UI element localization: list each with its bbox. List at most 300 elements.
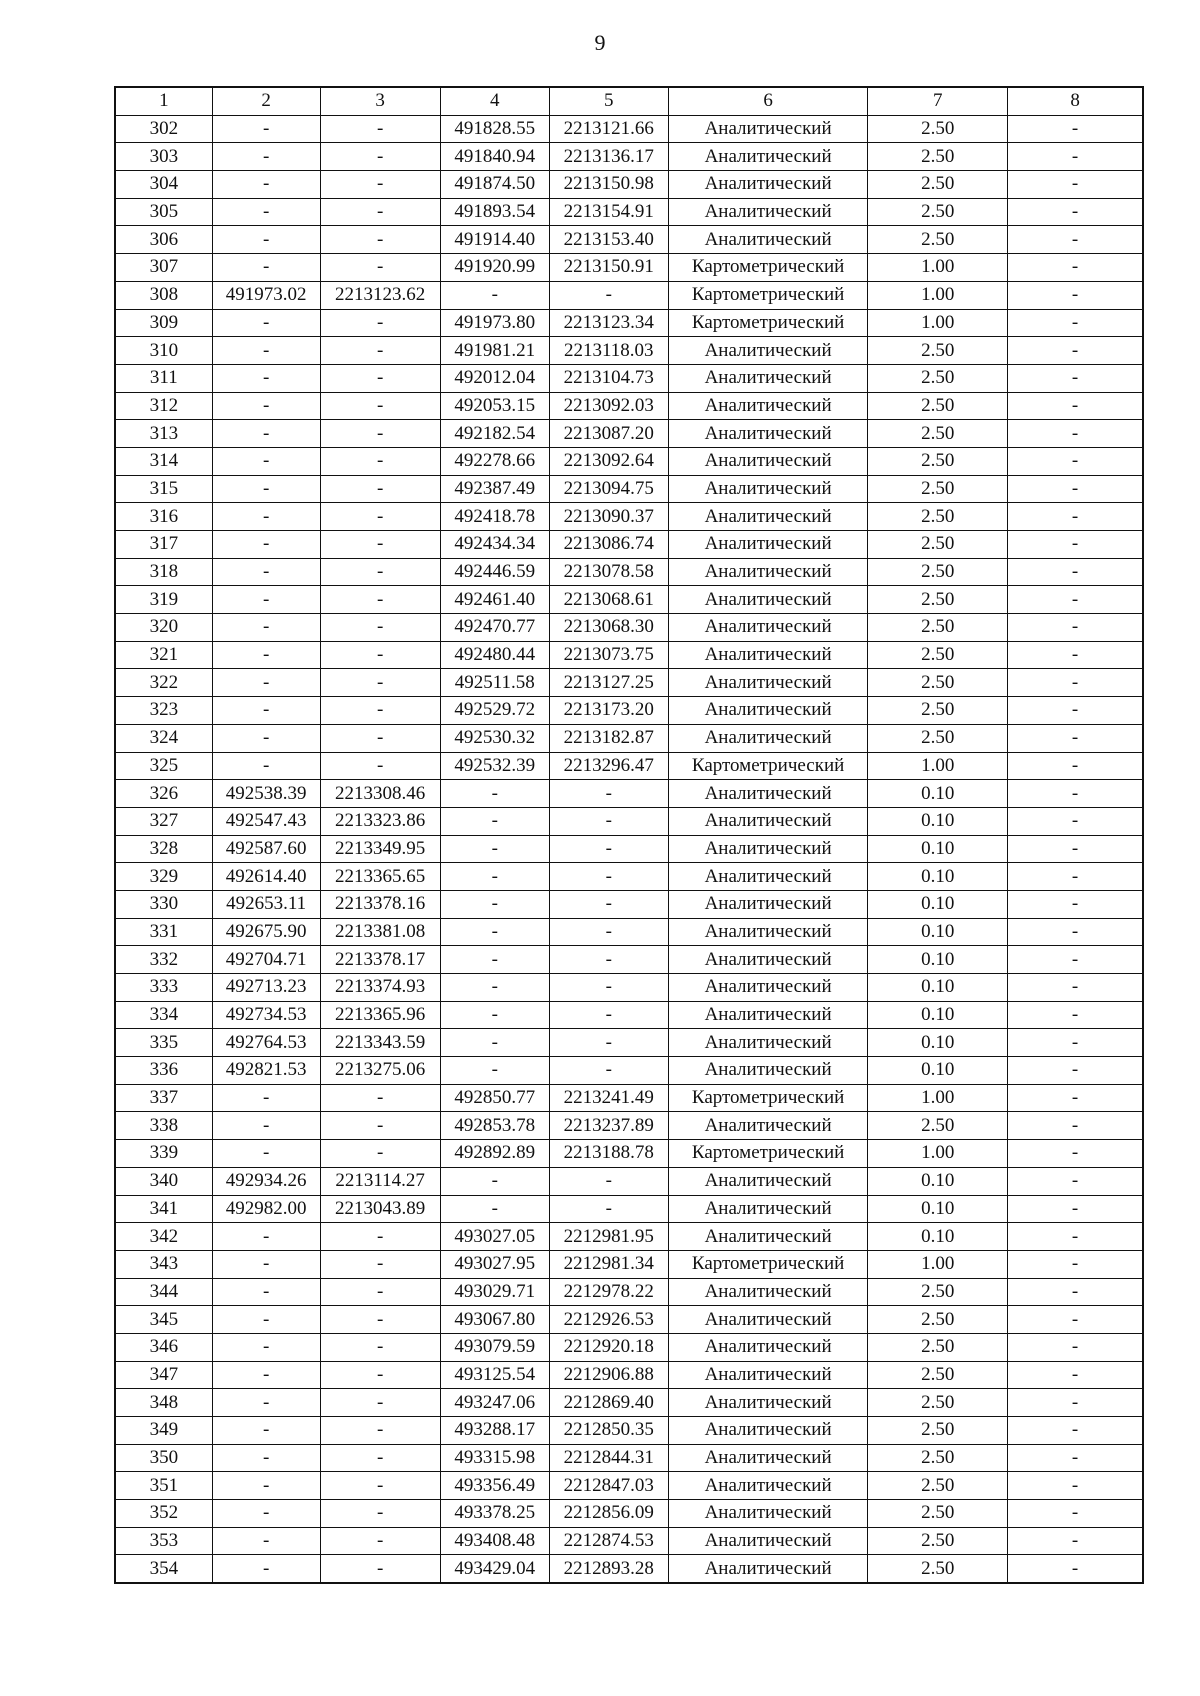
cell-y-coordinate: - (320, 392, 440, 420)
cell-description: - (1008, 697, 1143, 725)
cell-accuracy: 1.00 (868, 752, 1008, 780)
cell-x-coordinate: - (212, 115, 320, 143)
cell-x-coordinate: - (212, 143, 320, 171)
cell-new-y-coordinate: 2212869.40 (549, 1389, 668, 1417)
cell-x-coordinate: - (212, 1555, 320, 1583)
table-header-row (115, 87, 1143, 115)
cell-point-number: 337 (115, 1084, 212, 1112)
table-row (115, 447, 1143, 475)
cell-method: Аналитический (668, 1389, 868, 1417)
cell-point-number: 319 (115, 586, 212, 614)
table-row (115, 1029, 1143, 1057)
cell-new-y-coordinate: - (549, 1057, 668, 1085)
cell-x-coordinate: - (212, 364, 320, 392)
cell-y-coordinate: - (320, 171, 440, 199)
cell-accuracy: 2.50 (868, 724, 1008, 752)
cell-method: Аналитический (668, 1278, 868, 1306)
cell-new-y-coordinate: 2213092.03 (549, 392, 668, 420)
cell-new-y-coordinate: 2213127.25 (549, 669, 668, 697)
cell-description: - (1008, 974, 1143, 1002)
cell-point-number: 352 (115, 1500, 212, 1528)
cell-accuracy: 1.00 (868, 1250, 1008, 1278)
cell-y-coordinate: 2213323.86 (320, 807, 440, 835)
cell-new-x-coordinate: 492012.04 (440, 364, 549, 392)
cell-point-number: 302 (115, 115, 212, 143)
cell-description: - (1008, 1500, 1143, 1528)
cell-y-coordinate: - (320, 309, 440, 337)
cell-y-coordinate: - (320, 614, 440, 642)
cell-method: Картометрический (668, 752, 868, 780)
cell-accuracy: 2.50 (868, 531, 1008, 559)
cell-accuracy: 1.00 (868, 254, 1008, 282)
cell-description: - (1008, 724, 1143, 752)
cell-x-coordinate: - (212, 447, 320, 475)
cell-accuracy: 2.50 (868, 641, 1008, 669)
cell-new-x-coordinate: 492511.58 (440, 669, 549, 697)
cell-new-x-coordinate: 491828.55 (440, 115, 549, 143)
cell-x-coordinate: - (212, 475, 320, 503)
table-row (115, 1001, 1143, 1029)
table-row (115, 198, 1143, 226)
column-header-6: 6 (668, 87, 868, 115)
cell-new-y-coordinate: 2213094.75 (549, 475, 668, 503)
cell-method: Аналитический (668, 226, 868, 254)
table-row (115, 1195, 1143, 1223)
cell-method: Аналитический (668, 1500, 868, 1528)
cell-point-number: 333 (115, 974, 212, 1002)
cell-new-x-coordinate: 493378.25 (440, 1500, 549, 1528)
cell-y-coordinate: 2213378.16 (320, 890, 440, 918)
cell-description: - (1008, 1306, 1143, 1334)
cell-x-coordinate: - (212, 1306, 320, 1334)
table-row (115, 614, 1143, 642)
cell-accuracy: 2.50 (868, 697, 1008, 725)
cell-y-coordinate: 2213381.08 (320, 918, 440, 946)
cell-x-coordinate: 492653.11 (212, 890, 320, 918)
cell-x-coordinate: - (212, 724, 320, 752)
cell-description: - (1008, 586, 1143, 614)
cell-description: - (1008, 1112, 1143, 1140)
cell-point-number: 326 (115, 780, 212, 808)
cell-new-x-coordinate: - (440, 1167, 549, 1195)
cell-x-coordinate: - (212, 697, 320, 725)
column-header-4: 4 (440, 87, 549, 115)
cell-point-number: 325 (115, 752, 212, 780)
cell-x-coordinate: 492538.39 (212, 780, 320, 808)
cell-method: Аналитический (668, 420, 868, 448)
cell-accuracy: 2.50 (868, 1306, 1008, 1334)
cell-x-coordinate: 492821.53 (212, 1057, 320, 1085)
cell-x-coordinate: - (212, 586, 320, 614)
cell-accuracy: 0.10 (868, 1057, 1008, 1085)
cell-method: Аналитический (668, 724, 868, 752)
cell-method: Картометрический (668, 1250, 868, 1278)
cell-y-coordinate: - (320, 558, 440, 586)
table-row (115, 1555, 1143, 1583)
cell-method: Аналитический (668, 641, 868, 669)
cell-description: - (1008, 1472, 1143, 1500)
table-row (115, 364, 1143, 392)
cell-accuracy: 1.00 (868, 1140, 1008, 1168)
cell-description: - (1008, 1140, 1143, 1168)
cell-point-number: 331 (115, 918, 212, 946)
cell-point-number: 344 (115, 1278, 212, 1306)
cell-description: - (1008, 558, 1143, 586)
cell-point-number: 338 (115, 1112, 212, 1140)
cell-new-y-coordinate: 2213241.49 (549, 1084, 668, 1112)
cell-new-x-coordinate: 492892.89 (440, 1140, 549, 1168)
cell-description: - (1008, 254, 1143, 282)
cell-new-y-coordinate: 2213150.91 (549, 254, 668, 282)
cell-y-coordinate: - (320, 475, 440, 503)
cell-y-coordinate: 2213349.95 (320, 835, 440, 863)
cell-new-y-coordinate: 2213296.47 (549, 752, 668, 780)
cell-new-x-coordinate: 493247.06 (440, 1389, 549, 1417)
cell-description: - (1008, 420, 1143, 448)
cell-new-y-coordinate: - (549, 1167, 668, 1195)
cell-point-number: 303 (115, 143, 212, 171)
cell-method: Аналитический (668, 171, 868, 199)
table-row (115, 337, 1143, 365)
cell-new-y-coordinate: 2212856.09 (549, 1500, 668, 1528)
cell-accuracy: 2.50 (868, 447, 1008, 475)
cell-x-coordinate: - (212, 226, 320, 254)
cell-new-x-coordinate: - (440, 890, 549, 918)
cell-accuracy: 2.50 (868, 392, 1008, 420)
cell-new-y-coordinate: - (549, 1001, 668, 1029)
cell-description: - (1008, 1029, 1143, 1057)
cell-x-coordinate: - (212, 1223, 320, 1251)
cell-x-coordinate: - (212, 1084, 320, 1112)
cell-y-coordinate: - (320, 1112, 440, 1140)
cell-accuracy: 1.00 (868, 309, 1008, 337)
cell-x-coordinate: - (212, 171, 320, 199)
cell-accuracy: 2.50 (868, 503, 1008, 531)
cell-accuracy: 0.10 (868, 1001, 1008, 1029)
cell-method: Аналитический (668, 1555, 868, 1583)
table-row (115, 392, 1143, 420)
cell-x-coordinate: 492764.53 (212, 1029, 320, 1057)
cell-point-number: 317 (115, 531, 212, 559)
cell-point-number: 318 (115, 558, 212, 586)
table-row (115, 503, 1143, 531)
cell-new-x-coordinate: 492461.40 (440, 586, 549, 614)
cell-method: Аналитический (668, 447, 868, 475)
cell-y-coordinate: - (320, 669, 440, 697)
cell-x-coordinate: - (212, 337, 320, 365)
cell-y-coordinate: - (320, 752, 440, 780)
cell-y-coordinate: - (320, 1361, 440, 1389)
cell-x-coordinate: - (212, 1361, 320, 1389)
cell-point-number: 307 (115, 254, 212, 282)
cell-description: - (1008, 143, 1143, 171)
table-row (115, 115, 1143, 143)
table-row (115, 780, 1143, 808)
cell-method: Аналитический (668, 1333, 868, 1361)
cell-y-coordinate: - (320, 226, 440, 254)
cell-x-coordinate: - (212, 1472, 320, 1500)
cell-new-y-coordinate: 2212981.34 (549, 1250, 668, 1278)
table-row (115, 558, 1143, 586)
cell-description: - (1008, 835, 1143, 863)
table-row (115, 1527, 1143, 1555)
cell-accuracy: 2.50 (868, 1500, 1008, 1528)
cell-point-number: 335 (115, 1029, 212, 1057)
cell-x-coordinate: - (212, 503, 320, 531)
cell-point-number: 306 (115, 226, 212, 254)
cell-method: Картометрический (668, 1140, 868, 1168)
cell-x-coordinate: - (212, 669, 320, 697)
cell-y-coordinate: - (320, 503, 440, 531)
cell-new-y-coordinate: - (549, 863, 668, 891)
cell-new-y-coordinate: 2213188.78 (549, 1140, 668, 1168)
cell-new-x-coordinate: 491874.50 (440, 171, 549, 199)
cell-description: - (1008, 890, 1143, 918)
cell-x-coordinate: 492704.71 (212, 946, 320, 974)
cell-method: Аналитический (668, 1167, 868, 1195)
cell-new-y-coordinate: - (549, 1195, 668, 1223)
cell-x-coordinate: - (212, 309, 320, 337)
cell-method: Аналитический (668, 946, 868, 974)
cell-method: Картометрический (668, 1084, 868, 1112)
cell-x-coordinate: - (212, 1250, 320, 1278)
cell-new-x-coordinate: - (440, 918, 549, 946)
cell-point-number: 305 (115, 198, 212, 226)
cell-accuracy: 0.10 (868, 890, 1008, 918)
cell-description: - (1008, 863, 1143, 891)
cell-new-y-coordinate: 2213121.66 (549, 115, 668, 143)
cell-new-x-coordinate: 493125.54 (440, 1361, 549, 1389)
cell-point-number: 313 (115, 420, 212, 448)
cell-new-x-coordinate: 492470.77 (440, 614, 549, 642)
cell-method: Аналитический (668, 807, 868, 835)
cell-new-x-coordinate: 493027.95 (440, 1250, 549, 1278)
cell-x-coordinate: - (212, 1500, 320, 1528)
cell-description: - (1008, 1444, 1143, 1472)
cell-method: Картометрический (668, 309, 868, 337)
cell-point-number: 330 (115, 890, 212, 918)
cell-accuracy: 2.50 (868, 1527, 1008, 1555)
cell-new-x-coordinate: - (440, 1057, 549, 1085)
cell-new-y-coordinate: 2213182.87 (549, 724, 668, 752)
cell-new-y-coordinate: 2213078.58 (549, 558, 668, 586)
cell-x-coordinate: 492713.23 (212, 974, 320, 1002)
cell-accuracy: 0.10 (868, 918, 1008, 946)
cell-method: Аналитический (668, 835, 868, 863)
table-row (115, 171, 1143, 199)
cell-description: - (1008, 1527, 1143, 1555)
cell-point-number: 315 (115, 475, 212, 503)
cell-description: - (1008, 780, 1143, 808)
table-row (115, 226, 1143, 254)
cell-y-coordinate: - (320, 115, 440, 143)
cell-point-number: 316 (115, 503, 212, 531)
cell-accuracy: 2.50 (868, 1389, 1008, 1417)
cell-method: Аналитический (668, 503, 868, 531)
cell-y-coordinate: - (320, 1500, 440, 1528)
cell-point-number: 349 (115, 1417, 212, 1445)
cell-x-coordinate: 492675.90 (212, 918, 320, 946)
cell-y-coordinate: 2213365.65 (320, 863, 440, 891)
cell-new-y-coordinate: - (549, 918, 668, 946)
cell-accuracy: 0.10 (868, 807, 1008, 835)
cell-point-number: 347 (115, 1361, 212, 1389)
cell-point-number: 332 (115, 946, 212, 974)
cell-accuracy: 2.50 (868, 1278, 1008, 1306)
cell-new-x-coordinate: 492418.78 (440, 503, 549, 531)
cell-y-coordinate: - (320, 1278, 440, 1306)
cell-new-y-coordinate: 2213068.30 (549, 614, 668, 642)
cell-method: Аналитический (668, 614, 868, 642)
cell-description: - (1008, 337, 1143, 365)
cell-accuracy: 2.50 (868, 1417, 1008, 1445)
cell-new-y-coordinate: 2213068.61 (549, 586, 668, 614)
cell-accuracy: 0.10 (868, 974, 1008, 1002)
cell-method: Аналитический (668, 337, 868, 365)
cell-new-y-coordinate: - (549, 807, 668, 835)
cell-x-coordinate: - (212, 752, 320, 780)
column-header-2: 2 (212, 87, 320, 115)
table-row (115, 281, 1143, 309)
cell-y-coordinate: - (320, 586, 440, 614)
cell-accuracy: 0.10 (868, 1195, 1008, 1223)
cell-new-y-coordinate: 2212847.03 (549, 1472, 668, 1500)
cell-method: Аналитический (668, 1223, 868, 1251)
cell-description: - (1008, 226, 1143, 254)
cell-new-x-coordinate: 491893.54 (440, 198, 549, 226)
cell-new-y-coordinate: 2213136.17 (549, 143, 668, 171)
cell-description: - (1008, 171, 1143, 199)
cell-point-number: 353 (115, 1527, 212, 1555)
cell-new-x-coordinate: - (440, 780, 549, 808)
cell-point-number: 322 (115, 669, 212, 697)
cell-new-x-coordinate: 493356.49 (440, 1472, 549, 1500)
cell-y-coordinate: - (320, 1223, 440, 1251)
cell-new-x-coordinate: - (440, 281, 549, 309)
cell-accuracy: 2.50 (868, 558, 1008, 586)
cell-new-y-coordinate: 2212844.31 (549, 1444, 668, 1472)
cell-method: Аналитический (668, 1527, 868, 1555)
cell-y-coordinate: - (320, 420, 440, 448)
cell-description: - (1008, 198, 1143, 226)
column-header-5: 5 (549, 87, 668, 115)
cell-method: Аналитический (668, 1306, 868, 1334)
cell-y-coordinate: 2213378.17 (320, 946, 440, 974)
cell-point-number: 312 (115, 392, 212, 420)
cell-point-number: 324 (115, 724, 212, 752)
cell-accuracy: 2.50 (868, 143, 1008, 171)
cell-description: - (1008, 281, 1143, 309)
cell-new-y-coordinate: - (549, 780, 668, 808)
cell-new-x-coordinate: 492434.34 (440, 531, 549, 559)
cell-y-coordinate: - (320, 724, 440, 752)
cell-x-coordinate: - (212, 614, 320, 642)
cell-y-coordinate: - (320, 531, 440, 559)
cell-description: - (1008, 1333, 1143, 1361)
cell-accuracy: 2.50 (868, 115, 1008, 143)
cell-accuracy: 2.50 (868, 171, 1008, 199)
cell-method: Аналитический (668, 780, 868, 808)
cell-new-y-coordinate: 2213090.37 (549, 503, 668, 531)
table-row (115, 724, 1143, 752)
cell-description: - (1008, 1084, 1143, 1112)
cell-method: Аналитический (668, 1472, 868, 1500)
cell-new-x-coordinate: 491981.21 (440, 337, 549, 365)
cell-new-x-coordinate: 493315.98 (440, 1444, 549, 1472)
cell-new-x-coordinate: 493408.48 (440, 1527, 549, 1555)
cell-new-y-coordinate: 2213104.73 (549, 364, 668, 392)
table-row (115, 918, 1143, 946)
table-row (115, 1333, 1143, 1361)
cell-x-coordinate: 492547.43 (212, 807, 320, 835)
cell-point-number: 354 (115, 1555, 212, 1583)
cell-x-coordinate: 492934.26 (212, 1167, 320, 1195)
cell-x-coordinate: - (212, 1527, 320, 1555)
cell-method: Аналитический (668, 364, 868, 392)
cell-description: - (1008, 1057, 1143, 1085)
cell-new-x-coordinate: 492278.66 (440, 447, 549, 475)
cell-description: - (1008, 807, 1143, 835)
cell-point-number: 348 (115, 1389, 212, 1417)
cell-y-coordinate: - (320, 1306, 440, 1334)
column-header-3: 3 (320, 87, 440, 115)
coordinates-table (114, 86, 1144, 1584)
cell-method: Аналитический (668, 1057, 868, 1085)
cell-y-coordinate: 2213123.62 (320, 281, 440, 309)
cell-point-number: 341 (115, 1195, 212, 1223)
cell-y-coordinate: - (320, 254, 440, 282)
cell-new-x-coordinate: 492182.54 (440, 420, 549, 448)
cell-y-coordinate: - (320, 337, 440, 365)
cell-new-y-coordinate: 2213086.74 (549, 531, 668, 559)
cell-y-coordinate: 2213343.59 (320, 1029, 440, 1057)
cell-y-coordinate: 2213308.46 (320, 780, 440, 808)
cell-description: - (1008, 447, 1143, 475)
table-row (115, 586, 1143, 614)
cell-new-x-coordinate: - (440, 1001, 549, 1029)
cell-accuracy: 1.00 (868, 1084, 1008, 1112)
table-row (115, 254, 1143, 282)
cell-method: Аналитический (668, 1444, 868, 1472)
cell-point-number: 311 (115, 364, 212, 392)
cell-x-coordinate: - (212, 641, 320, 669)
table-row (115, 1112, 1143, 1140)
cell-x-coordinate: 492734.53 (212, 1001, 320, 1029)
cell-description: - (1008, 1001, 1143, 1029)
cell-method: Аналитический (668, 558, 868, 586)
cell-point-number: 314 (115, 447, 212, 475)
cell-x-coordinate: - (212, 198, 320, 226)
cell-method: Аналитический (668, 974, 868, 1002)
cell-accuracy: 0.10 (868, 780, 1008, 808)
cell-x-coordinate: 492587.60 (212, 835, 320, 863)
cell-new-y-coordinate: 2213118.03 (549, 337, 668, 365)
cell-method: Аналитический (668, 1417, 868, 1445)
cell-y-coordinate: - (320, 1389, 440, 1417)
cell-point-number: 310 (115, 337, 212, 365)
table-row (115, 1278, 1143, 1306)
cell-new-x-coordinate: 493079.59 (440, 1333, 549, 1361)
cell-accuracy: 0.10 (868, 1223, 1008, 1251)
cell-description: - (1008, 946, 1143, 974)
cell-description: - (1008, 1417, 1143, 1445)
table-row (115, 752, 1143, 780)
page-number: 9 (594, 30, 606, 55)
cell-new-x-coordinate: 492446.59 (440, 558, 549, 586)
cell-x-coordinate: 492982.00 (212, 1195, 320, 1223)
cell-x-coordinate: - (212, 1112, 320, 1140)
table-row (115, 669, 1143, 697)
